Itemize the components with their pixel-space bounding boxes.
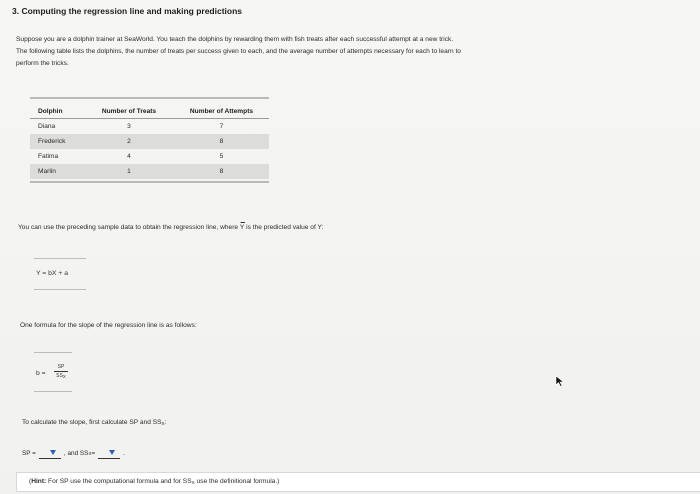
fraction-bar (54, 371, 68, 372)
intro-line-2: The following table lists the dolphins, the number of treats per success given to each, and the average number of attempts necessary for each to learn to (16, 48, 461, 55)
regression-equation: Y = bX + a (36, 270, 68, 277)
table-row (30, 134, 269, 149)
hint-sub: X (191, 480, 195, 485)
fraction-numerator: SP (57, 364, 65, 370)
slope-top-rule (34, 352, 72, 353)
calc-text-prefix: To calculate the slope, first calculate SP and SS (22, 419, 162, 426)
calc-text-suffix: : (164, 419, 167, 426)
cell-attempts: 8 (219, 138, 224, 145)
intro-line-3: perform the tricks. (16, 60, 69, 67)
cell-treats: 1 (127, 168, 131, 175)
chevron-down-icon (50, 450, 56, 455)
yhat-symbol: Y (239, 224, 245, 231)
cell-dolphin: Fatima (38, 153, 59, 160)
table-row (30, 164, 269, 179)
header-treats: Number of Treats (101, 107, 157, 115)
denominator-text: SS (56, 373, 63, 379)
calc-answer-row (22, 447, 125, 459)
table-row (30, 149, 269, 164)
regression-intro-text (18, 224, 323, 231)
table-top-rule (30, 97, 269, 99)
ss-eq: = (91, 449, 96, 457)
slope-formula-box (34, 352, 72, 392)
cell-attempts: 7 (219, 123, 224, 130)
cell-treats: 2 (127, 138, 131, 145)
calc-instruction (22, 419, 166, 426)
cell-dolphin: Marlin (38, 168, 56, 175)
regression-text-after: is the predicted value of Y: (244, 224, 324, 231)
sp-label: SP = (22, 449, 36, 457)
cell-treats: 4 (127, 153, 131, 160)
equation-bottom-rule (34, 289, 86, 290)
period: . (123, 449, 126, 457)
cell-dolphin: Frederick (38, 138, 66, 145)
hint-label: Hint: (31, 478, 47, 485)
chevron-down-icon (109, 450, 115, 455)
dolphin-table (30, 97, 269, 183)
hint-text (29, 478, 279, 485)
table-bottom-rule (30, 181, 269, 183)
slope-bottom-rule (34, 391, 72, 392)
table-header-row (30, 104, 269, 119)
cell-dolphin: Diana (38, 123, 56, 130)
equation-top-rule (34, 258, 86, 259)
hint-text-prefix: For SP use the computational formula and for SS (46, 478, 192, 485)
intro-paragraph (16, 34, 616, 70)
regression-text-before: You can use the preceding sample data to obtain the regression line, where (18, 224, 240, 231)
hint-text-suffix: use the definitional formula.) (194, 478, 280, 485)
sp-dropdown[interactable] (39, 448, 61, 459)
fraction-denominator (56, 373, 66, 379)
cell-treats: 3 (127, 123, 131, 130)
slope-b-label: b = (36, 370, 46, 377)
denominator-sub: X (62, 374, 66, 379)
ssx-dropdown[interactable] (98, 448, 120, 459)
regression-equation-box (34, 258, 86, 290)
hint-box (16, 472, 700, 492)
intro-line-1: Suppose you are a dolphin trainer at SeaWorld. You teach the dolphins by rewarding them with fish treats after each successful attempt at a new trick. (16, 36, 454, 43)
ss-sub: X (88, 450, 92, 456)
table-row (30, 119, 269, 134)
header-attempts: Number of Attempts (189, 107, 254, 115)
mouse-cursor-icon (555, 375, 565, 387)
header-dolphin: Dolphin (38, 107, 63, 115)
cell-attempts: 8 (219, 168, 224, 175)
and-ss-label: , and SS (63, 449, 89, 457)
slope-formula-text: One formula for the slope of the regression line is as follows: (20, 322, 197, 329)
slope-fraction (54, 364, 68, 380)
hint-open-paren: ( (29, 478, 32, 485)
section-title: 3. Computing the regression line and making predictions (12, 6, 243, 16)
calc-text-sub: X (161, 421, 165, 426)
cell-attempts: 5 (219, 153, 224, 160)
